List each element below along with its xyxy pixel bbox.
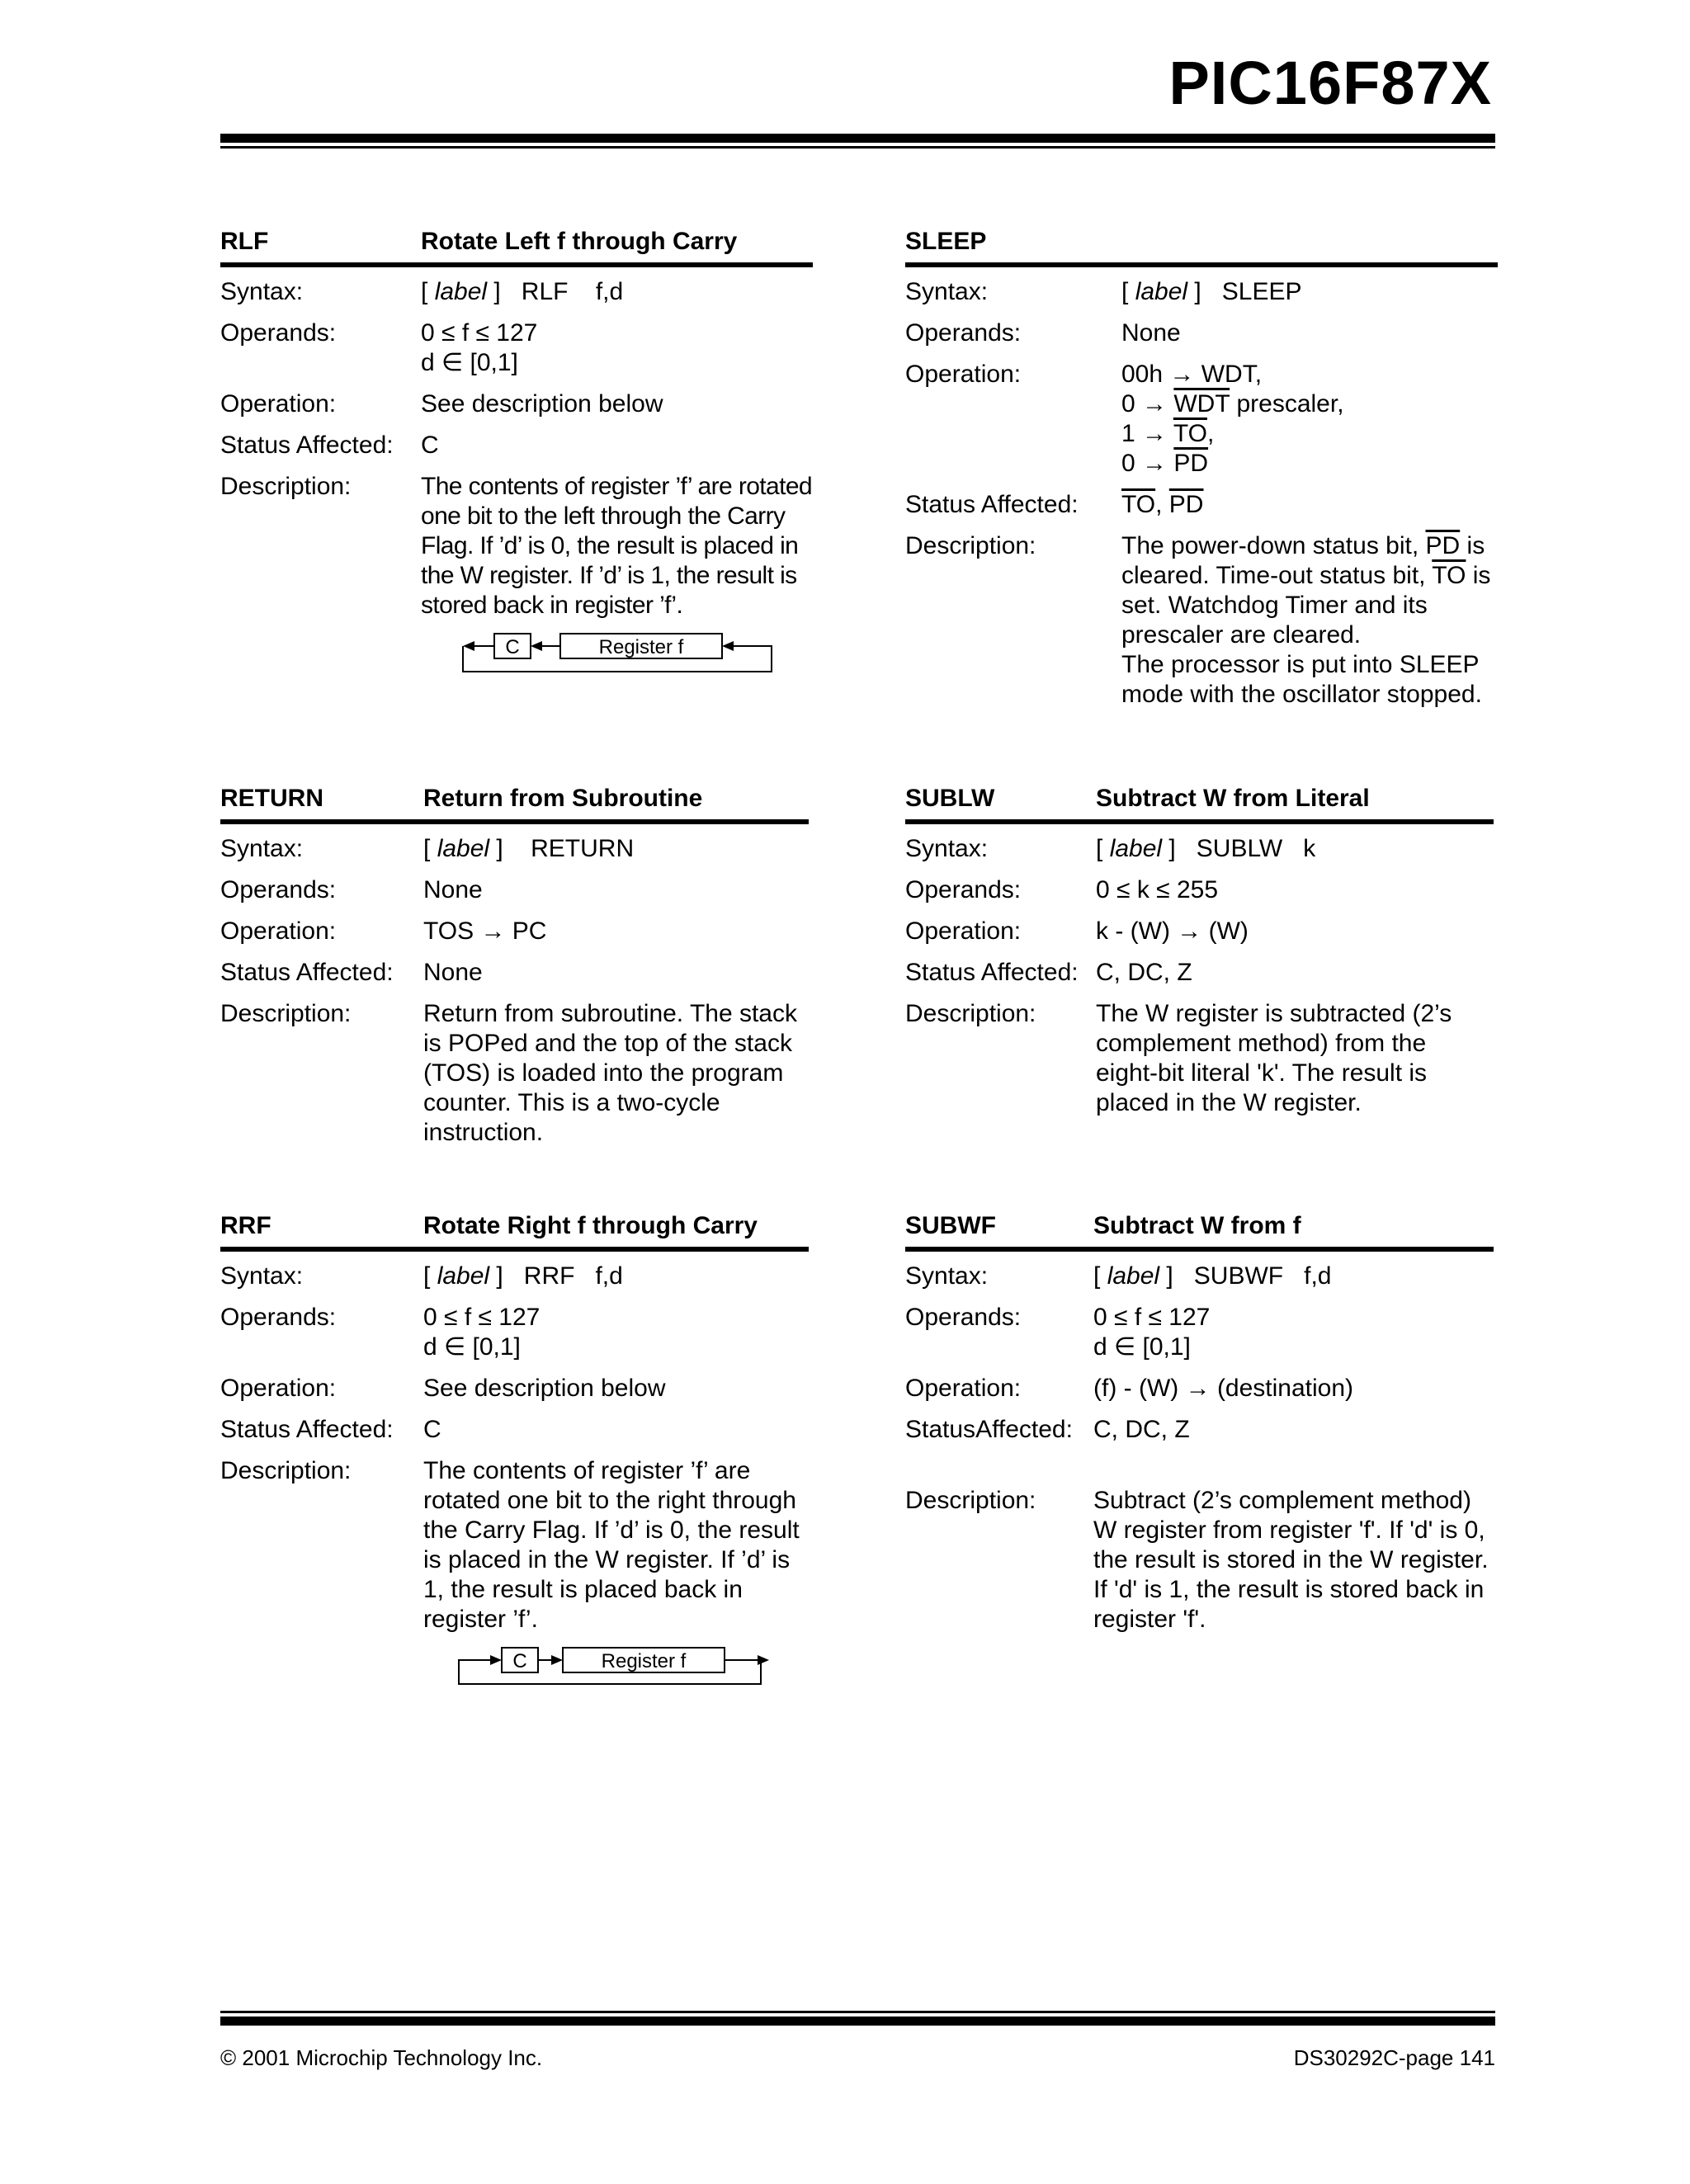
carry-label: C: [512, 1650, 527, 1672]
syntax-row: [905, 834, 1494, 864]
instruction-rlf: [220, 221, 813, 682]
status-row: [905, 1415, 1494, 1474]
field-label: Description:: [220, 1000, 352, 1027]
description-row: [905, 1486, 1494, 1634]
rotate-left-diagram: [460, 632, 790, 682]
operands-row: [220, 875, 809, 905]
field-label: Operation:: [905, 361, 1022, 388]
status-value: C: [421, 432, 439, 459]
operands-row: [905, 875, 1494, 905]
status-value: C, DC, Z: [1093, 1416, 1190, 1443]
operand-value: d ∈ [0,1]: [423, 1333, 521, 1361]
status-value: $\overline{TO}$, $\overline{PD}$: [1121, 491, 1204, 518]
heading-rule: [220, 1247, 809, 1252]
instruction-title: Subtract W from f: [1093, 1212, 1301, 1239]
header-rule-thick: [220, 134, 1495, 143]
field-label: Operands:: [905, 319, 1022, 347]
field-label: Operation:: [220, 917, 337, 945]
mnemonic: RLF: [220, 228, 269, 255]
operands-row: [220, 318, 813, 378]
status-row: [220, 431, 813, 460]
description-row: [220, 472, 813, 620]
syntax-row: [220, 834, 809, 864]
operand-value: 0 ≤ f ≤ 127: [421, 319, 538, 347]
syntax-value: [ label ] SLEEP: [1121, 278, 1302, 305]
operands-row: [220, 1303, 809, 1362]
instruction-sleep: [905, 221, 1498, 721]
operands-value: None: [423, 876, 483, 903]
operands-row: [905, 1303, 1494, 1362]
operand-value: d ∈ [0,1]: [421, 349, 518, 376]
operand-value: 0 ≤ f ≤ 127: [1093, 1304, 1211, 1331]
operands-value: None: [1121, 319, 1181, 347]
heading-rule: [905, 262, 1498, 267]
heading-rule: [905, 819, 1494, 824]
instruction-title: Rotate Left f through Carry: [421, 228, 738, 255]
syntax-value: [ label ] SUBWF f,d: [1093, 1262, 1332, 1290]
page-title: PIC16F87X: [1168, 49, 1492, 117]
footer-rule-thin: [220, 2011, 1495, 2013]
arrow-head: [758, 1655, 769, 1665]
status-row: [905, 490, 1498, 520]
description-row: [220, 1456, 809, 1634]
description-row: [905, 531, 1498, 710]
arrow-head: [490, 1655, 502, 1665]
operation-row: [220, 917, 809, 946]
field-label: Syntax:: [220, 835, 304, 862]
operation-row: [220, 1374, 809, 1403]
operation-value: 00h → WDT, $0 \to \overline{WDT}$ prescaler, $1 \to \overline{TO}$, $0 \to \overline{PD}$: [1121, 361, 1344, 477]
mnemonic: SUBLW: [905, 785, 995, 812]
carry-label: C: [505, 636, 520, 658]
operation-value: See description below: [423, 1375, 666, 1402]
syntax-value: [ label ] RLF f,d: [421, 278, 624, 305]
instruction-title: Rotate Right f through Carry: [423, 1212, 758, 1239]
field-label: Status Affected:: [905, 491, 1079, 518]
status-row: [905, 958, 1494, 988]
field-label: Status Affected:: [220, 432, 394, 459]
syntax-value: [ label ] RRF f,d: [423, 1262, 623, 1290]
operation-value: (f) - (W) → (destination): [1093, 1375, 1354, 1402]
status-value: C: [423, 1416, 441, 1443]
rotate-right-diagram: [456, 1646, 786, 1696]
syntax-row: [220, 277, 813, 307]
copyright: © 2001 Microchip Technology Inc.: [220, 2045, 543, 2070]
status-value: C, DC, Z: [1096, 959, 1192, 986]
operands-value: 0 ≤ k ≤ 255: [1096, 876, 1219, 903]
mnemonic: RETURN: [220, 785, 323, 812]
field-label: Description:: [905, 532, 1036, 559]
field-label: Description:: [905, 1487, 1036, 1514]
header-rule-thin: [220, 146, 1495, 149]
field-label: Operation:: [905, 1375, 1022, 1402]
operand-value: 0 ≤ f ≤ 127: [423, 1304, 541, 1331]
arrow-head: [722, 641, 734, 651]
field-label: Status Affected:: [905, 959, 1079, 986]
description-row: [220, 999, 809, 1148]
field-label: Syntax:: [905, 1262, 989, 1290]
field-label: StatusAffected:: [905, 1416, 1073, 1443]
register-label: Register f: [601, 1650, 687, 1672]
field-label: Operation:: [220, 1375, 337, 1402]
field-label: Description:: [220, 1457, 352, 1484]
arrow-head: [531, 641, 542, 651]
operation-row: [905, 1374, 1494, 1403]
field-label: Operands:: [905, 876, 1022, 903]
status-row: [220, 958, 809, 988]
syntax-row: [220, 1262, 809, 1291]
field-label: Operation:: [220, 390, 337, 417]
field-label: Syntax:: [905, 835, 989, 862]
instruction-sublw: [905, 778, 1494, 1130]
operand-value: d ∈ [0,1]: [1093, 1333, 1191, 1361]
heading-rule: [220, 262, 813, 267]
operation-value: TOS → PC: [423, 917, 547, 945]
syntax-value: [ label ] RETURN: [423, 835, 635, 862]
status-row: [220, 1415, 809, 1445]
field-label: Operands:: [220, 319, 337, 347]
description-value: The contents of register ’f’ are rotated one bit to the right through the Carry Flag. If ’d’ is 0, the result is placed in the W register. If ’d’ is 1, the result is placed back in register ’f’.: [423, 1457, 800, 1633]
operation-row: [905, 917, 1494, 946]
field-label: Operands:: [220, 876, 337, 903]
operation-value: k - (W) → (W): [1096, 917, 1249, 945]
mnemonic: SLEEP: [905, 228, 987, 255]
heading-rule: [220, 819, 809, 824]
field-label: Description:: [220, 473, 352, 500]
field-label: Syntax:: [220, 278, 304, 305]
mnemonic: RRF: [220, 1212, 271, 1239]
description-value: Subtract (2’s complement method) W register from register 'f'. If 'd' is 0, the result is stored in the W register. If 'd' is 1, the result is stored back in register 'f'.: [1093, 1487, 1489, 1633]
page-number: DS30292C-page 141: [1293, 2045, 1495, 2070]
instruction-rrf: [220, 1205, 809, 1696]
field-label: Syntax:: [905, 278, 989, 305]
field-label: Operation:: [905, 917, 1022, 945]
field-label: Syntax:: [220, 1262, 304, 1290]
syntax-value: [ label ] SUBLW k: [1096, 835, 1316, 862]
status-value: None: [423, 959, 483, 986]
arrow-head: [551, 1655, 563, 1665]
description-value: The W register is subtracted (2’s complement method) from the eight-bit literal 'k'. The result is placed in the W register.: [1096, 1000, 1452, 1116]
description-row: [905, 999, 1494, 1118]
field-label: Operands:: [905, 1304, 1022, 1331]
operation-row: [905, 360, 1498, 479]
footer-rule-thick: [220, 2017, 1495, 2026]
description-value: The contents of register ’f’ are rotated one bit to the left through the Carry Flag. If ’d’ is 0, the result is placed in the W register. If ’d’ is 1, the result is stored back in register ’f’.: [421, 473, 813, 619]
field-label: Description:: [905, 1000, 1036, 1027]
field-label: Status Affected:: [220, 959, 394, 986]
syntax-row: [905, 1262, 1494, 1291]
operands-row: [905, 318, 1498, 348]
field-label: Operands:: [220, 1304, 337, 1331]
description-value: The power-down status bit, $\overline{PD}$ is cleared. Time-out status bit, $\overline{TO}$ is set. Watchdog Timer and its prescaler are cleared. The processor is put into SLEEP mode with the oscillator stopped.: [1121, 532, 1491, 708]
syntax-row: [905, 277, 1498, 307]
arrow-head: [463, 641, 474, 651]
instruction-title: Subtract W from Literal: [1096, 785, 1370, 812]
operation-value: See description below: [421, 390, 663, 417]
instruction-subwf: [905, 1205, 1494, 1646]
mnemonic: SUBWF: [905, 1212, 996, 1239]
register-label: Register f: [598, 636, 684, 658]
heading-rule: [905, 1247, 1494, 1252]
field-label: Status Affected:: [220, 1416, 394, 1443]
description-value: Return from subroutine. The stack is POPed and the top of the stack (TOS) is loaded into the program counter. This is a two-cycle instruction.: [423, 1000, 797, 1146]
operation-row: [220, 389, 813, 419]
instruction-return: [220, 778, 809, 1159]
instruction-title: Return from Subroutine: [423, 785, 703, 812]
